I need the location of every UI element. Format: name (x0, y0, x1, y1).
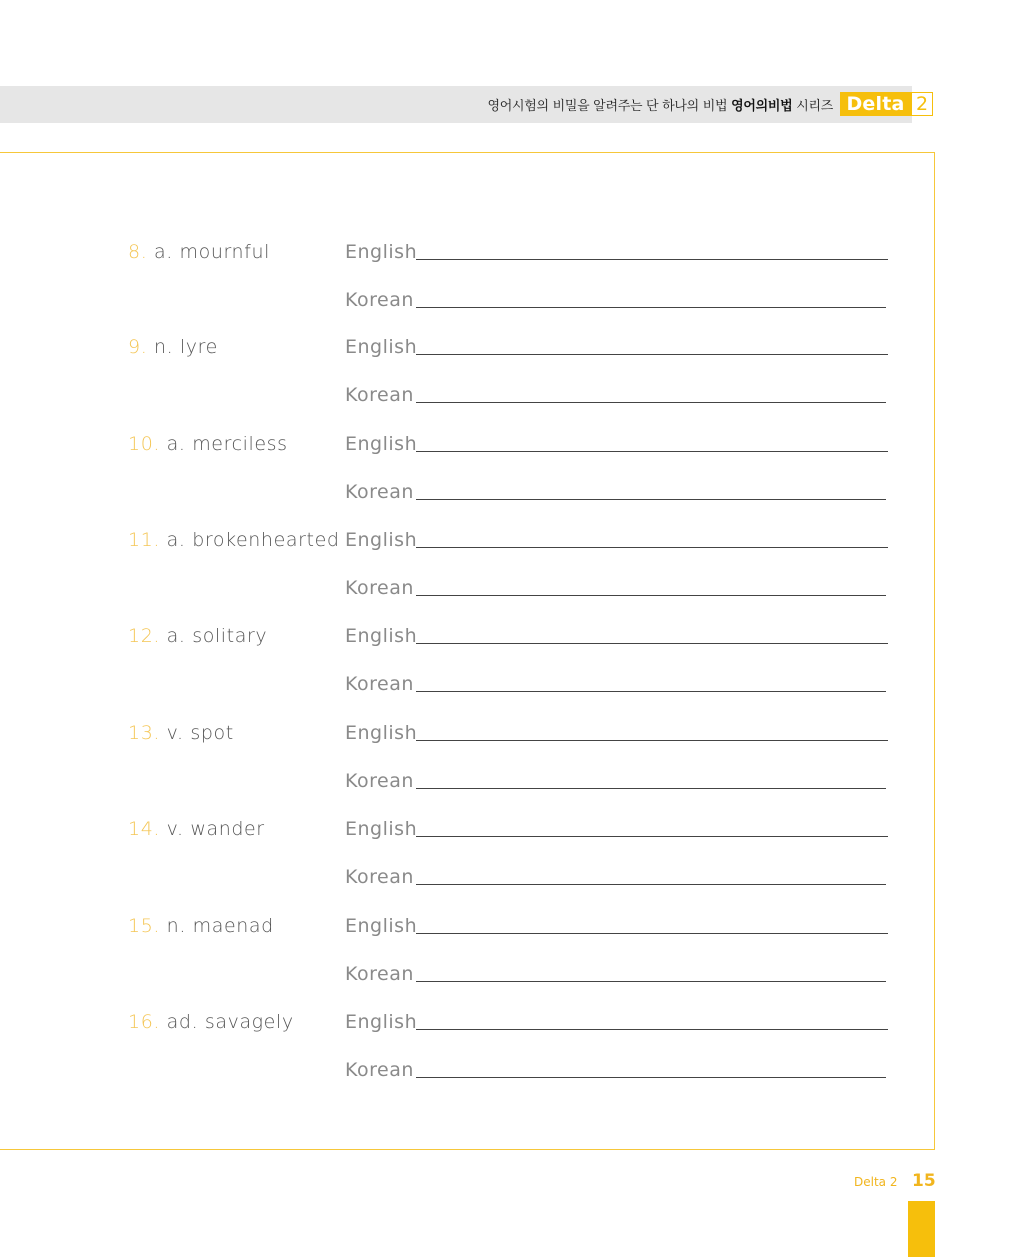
word: a. brokenhearted (166, 529, 340, 551)
word: v. wander (166, 818, 265, 840)
item-number: 13. (128, 722, 161, 744)
word: a. mournful (153, 241, 270, 263)
korean-answer-line[interactable] (416, 691, 886, 692)
vocab-item (0, 1011, 1020, 1110)
vocab-item (0, 529, 1020, 628)
brand-number: 2 (911, 92, 933, 116)
page-number: 15 (912, 1171, 936, 1191)
korean-label: Korean (345, 866, 414, 888)
english-label: English (345, 1011, 418, 1033)
english-answer-line[interactable] (416, 451, 888, 452)
word: v. spot (166, 722, 234, 744)
page-tab-marker (908, 1201, 935, 1257)
korean-answer-line[interactable] (416, 884, 886, 885)
english-answer-line[interactable] (416, 259, 888, 260)
item-number: 11. (128, 529, 161, 551)
item-number: 9. (128, 336, 148, 358)
vocab-item (0, 241, 1020, 340)
korean-label: Korean (345, 577, 414, 599)
vocab-term (128, 722, 234, 744)
english-answer-line[interactable] (416, 547, 888, 548)
item-number: 16. (128, 1011, 161, 1033)
vocab-term (128, 336, 218, 358)
vocab-item (0, 433, 1020, 532)
english-label: English (345, 625, 418, 647)
word: a. merciless (166, 433, 288, 455)
english-label: English (345, 722, 418, 744)
vocab-term (128, 915, 274, 937)
korean-answer-line[interactable] (416, 981, 886, 982)
vocab-item (0, 818, 1020, 917)
english-label: English (345, 529, 418, 551)
item-number: 15. (128, 915, 161, 937)
vocab-term (128, 241, 270, 263)
vocab-term (128, 433, 288, 455)
korean-answer-line[interactable] (416, 1077, 886, 1078)
vocab-item (0, 915, 1020, 1014)
series-tagline (487, 95, 833, 114)
word: a. solitary (166, 625, 268, 647)
english-label: English (345, 336, 418, 358)
korean-answer-line[interactable] (416, 499, 886, 500)
english-answer-line[interactable] (416, 1029, 888, 1030)
footer-book-label: Delta 2 (854, 1175, 898, 1189)
korean-label: Korean (345, 289, 414, 311)
brand-logo: Delta (840, 92, 911, 116)
vocab-item (0, 336, 1020, 435)
english-answer-line[interactable] (416, 643, 888, 644)
korean-label: Korean (345, 481, 414, 503)
tagline-text: 영어시험의 비밀을 알려주는 단 하나의 비법 (487, 99, 732, 114)
vocab-term (128, 529, 340, 551)
item-number: 14. (128, 818, 161, 840)
english-answer-line[interactable] (416, 933, 888, 934)
item-number: 8. (128, 241, 148, 263)
korean-answer-line[interactable] (416, 595, 886, 596)
korean-answer-line[interactable] (416, 788, 886, 789)
word: n. lyre (153, 336, 218, 358)
korean-answer-line[interactable] (416, 402, 886, 403)
series-name: 영어의비법 (731, 99, 793, 114)
vocab-term (128, 818, 265, 840)
korean-label: Korean (345, 673, 414, 695)
item-number: 12. (128, 625, 161, 647)
korean-label: Korean (345, 1059, 414, 1081)
english-answer-line[interactable] (416, 836, 888, 837)
vocab-term (128, 1011, 294, 1033)
item-number: 10. (128, 433, 161, 455)
korean-answer-line[interactable] (416, 307, 886, 308)
english-answer-line[interactable] (416, 740, 888, 741)
english-label: English (345, 241, 418, 263)
korean-label: Korean (345, 770, 414, 792)
english-label: English (345, 433, 418, 455)
english-label: English (345, 915, 418, 937)
vocab-item (0, 625, 1020, 724)
korean-label: Korean (345, 384, 414, 406)
word: ad. savagely (166, 1011, 294, 1033)
english-answer-line[interactable] (416, 354, 888, 355)
vocab-item (0, 722, 1020, 821)
korean-label: Korean (345, 963, 414, 985)
vocab-term (128, 625, 267, 647)
english-label: English (345, 818, 418, 840)
tagline-suffix: 시리즈 (792, 99, 833, 114)
word: n. maenad (166, 915, 274, 937)
